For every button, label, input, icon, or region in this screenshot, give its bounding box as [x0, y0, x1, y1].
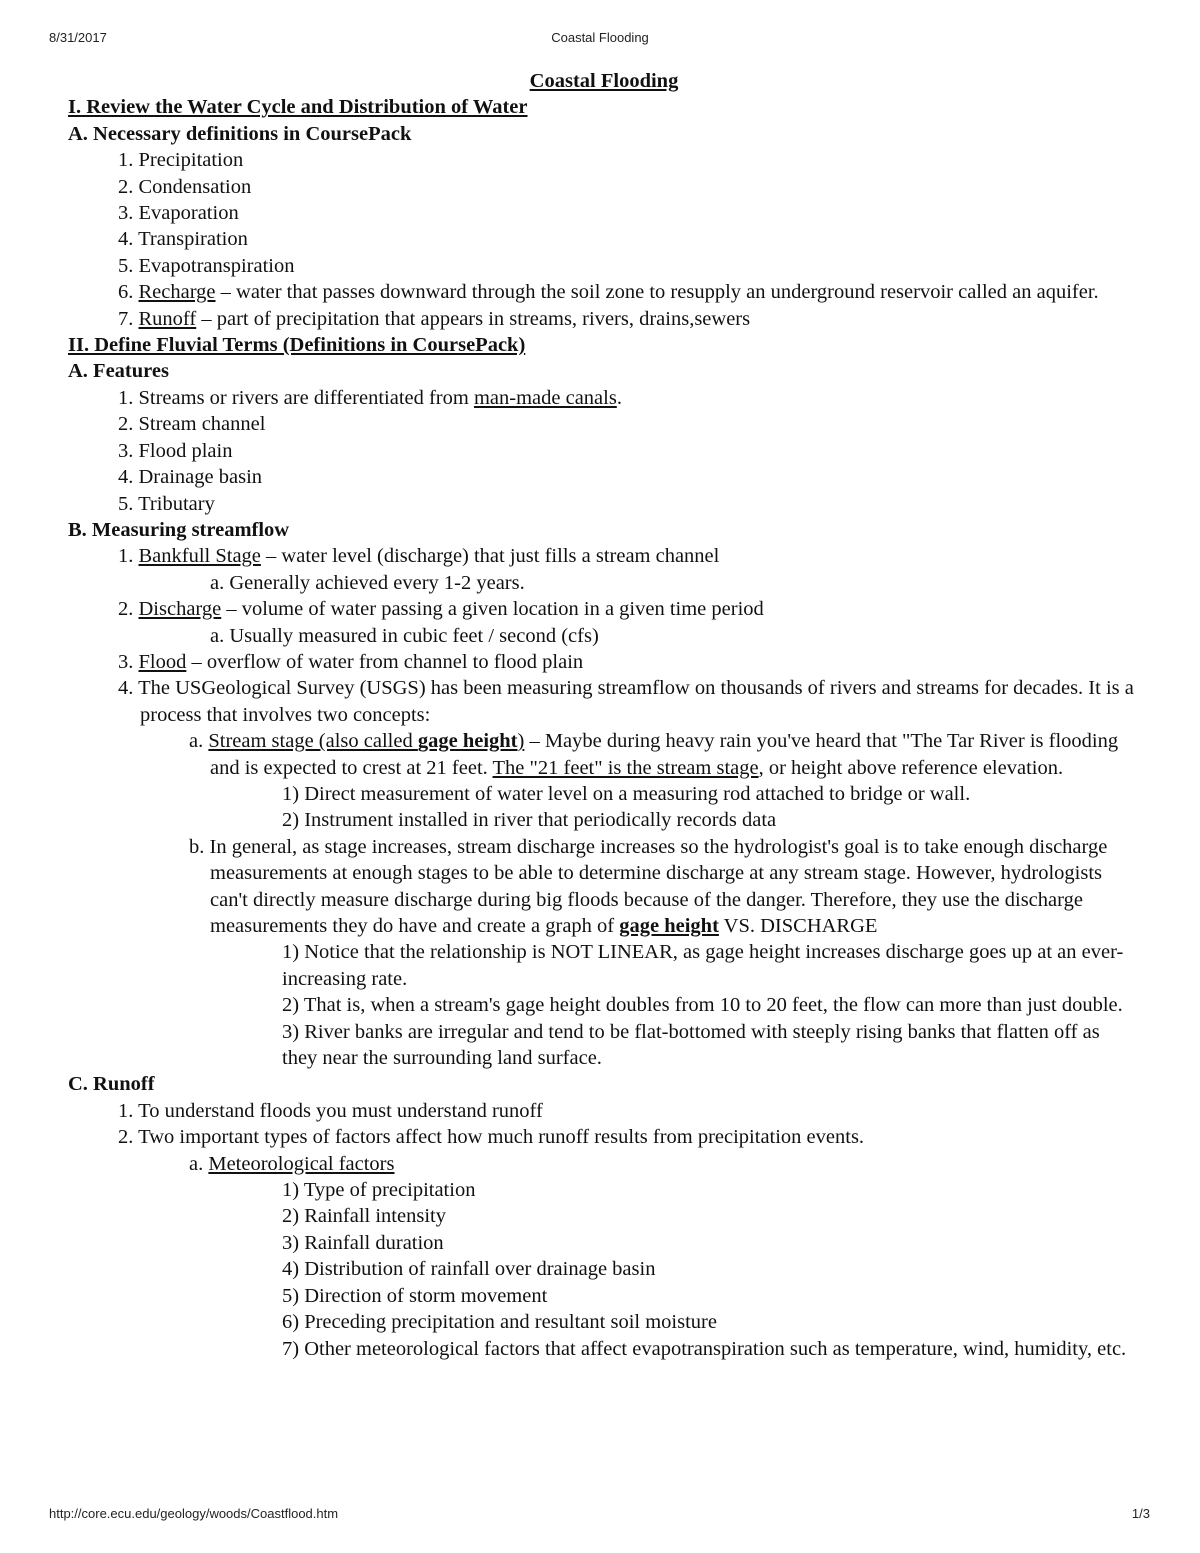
term-man-made-canals: man-made canals [473, 386, 617, 409]
term-meteorological-factors: Meteorological factors [208, 1152, 395, 1175]
item-letter: a. [189, 730, 209, 753]
term-stream-stage [208, 730, 524, 752]
document-title: Coastal Flooding [529, 70, 679, 92]
item-number: 7. [118, 307, 139, 330]
term-text: Stream stage (also called [208, 730, 418, 753]
subheading-1a: A. Necessary definitions in CoursePack [68, 122, 412, 145]
list-item [68, 385, 1140, 411]
list-item: 5. Tributary [118, 492, 215, 515]
list-subsubitem: 3) Rainfall duration [282, 1231, 444, 1254]
list-item: 4. Transpiration [118, 228, 248, 251]
list-subsubitem: 2) Instrument installed in river that periodically records data [282, 809, 777, 832]
item-number: 3. [118, 650, 139, 673]
list-item: 1. Precipitation [118, 149, 244, 172]
section-heading-1: I. Review the Water Cycle and Distribution of Water [68, 96, 528, 119]
item-number: 6. [118, 281, 139, 304]
print-footer [0, 1506, 1200, 1526]
list-subsubitem: 3) River banks are irregular and tend to be flat-bottomed with steeply rising banks that flatten off as they near the surrounding land surface. [282, 1020, 1100, 1070]
print-date: 8/31/2017 [49, 30, 107, 45]
definition: – part of precipitation that appears in streams, rivers, drains,sewers [196, 307, 751, 330]
term-flood: Flood [138, 650, 187, 673]
subheading-2c: C. Runoff [68, 1073, 155, 1096]
item-letter: a. [189, 1152, 209, 1175]
list-subitem-general [68, 834, 1140, 940]
list-item-recharge [68, 279, 1140, 305]
subitem-text: – Maybe during heavy rain you've heard that "The Tar River is flooding and is expected to crest at 21 feet. [210, 730, 1119, 779]
list-item-flood [68, 649, 1140, 675]
term-discharge: Discharge [138, 598, 222, 621]
list-item: 2. Two important types of factors affect how much runoff results from precipitation events. [118, 1126, 865, 1149]
list-item: 5. Evapotranspiration [118, 254, 295, 277]
list-item-runoff [68, 306, 1140, 332]
list-subsubitem: 7) Other meteorological factors that affect evapotranspiration such as temperature, wind, humidity, etc. [282, 1337, 1127, 1360]
term-bankfull-stage: Bankfull Stage [138, 545, 261, 568]
list-subitem: a. Generally achieved every 1-2 years. [210, 571, 525, 594]
list-item: 2. Stream channel [118, 413, 266, 436]
list-subsubitem: 1) Direct measurement of water level on a measuring rod attached to bridge or wall. [282, 782, 971, 805]
item-number: 2. [118, 598, 139, 621]
document-body [68, 68, 1140, 1362]
definition: – water that passes downward through the soil zone to resupply an underground reservoir called an aquifer. [215, 281, 1099, 304]
subitem-text: , or height above reference elevation. [758, 756, 1064, 779]
term-recharge: Recharge [138, 281, 216, 304]
list-subitem: a. Usually measured in cubic feet / second (cfs) [210, 624, 599, 647]
page-number: 1/3 [1131, 1506, 1150, 1521]
list-subsubitem: 1) Notice that the relationship is NOT LINEAR, as gage height increases discharge goes up at an ever-increasing rate. [282, 941, 1124, 990]
emphasis-21-feet: The "21 feet" is the stream stage [492, 756, 759, 779]
list-item: 3. Flood plain [118, 439, 233, 462]
source-url: http://core.ecu.edu/geology/woods/Coastflood.htm [49, 1506, 339, 1521]
subheading-2b: B. Measuring streamflow [68, 518, 290, 541]
term-text: ) [517, 730, 525, 753]
item-number: 1. [118, 545, 139, 568]
list-subsubitem: 2) That is, when a stream's gage height doubles from 10 to 20 feet, the flow can more than just double. [282, 994, 1123, 1017]
list-item-discharge [68, 596, 1140, 622]
subitem-text: b. In general, as stage increases, stream discharge increases so the hydrologist's goal is to take enough discharge measurements at enough stages to be able to determine discharge at any stream stage. However, hydrologists can't directly measure discharge during big floods because of the danger. Therefore, they use the discharge measurements they do have and create a graph of [189, 835, 1108, 937]
item-text: 1. Streams or rivers are differentiated from [118, 386, 474, 409]
list-item-bankfull [68, 543, 1140, 569]
list-subsubitem: 5) Direction of storm movement [282, 1284, 548, 1307]
list-item: 3. Evaporation [118, 202, 239, 225]
list-subsubitem: 2) Rainfall intensity [282, 1205, 446, 1228]
list-subitem-stream-stage [68, 728, 1140, 781]
subheading-2a: A. Features [68, 360, 169, 383]
subitem-text: VS. DISCHARGE [718, 915, 878, 937]
section-heading-2: II. Define Fluvial Terms (Definitions in CoursePack) [68, 334, 526, 357]
list-item: 4. Drainage basin [118, 466, 263, 489]
list-item: 1. To understand floods you must understand runoff [118, 1099, 543, 1122]
item-text: . [616, 386, 622, 409]
list-subsubitem: 4) Distribution of rainfall over drainage basin [282, 1258, 656, 1281]
print-header [0, 30, 1200, 50]
definition: – overflow of water from channel to flood plain [186, 650, 584, 673]
list-subsubitem: 1) Type of precipitation [282, 1179, 476, 1202]
list-item: 4. The USGeological Survey (USGS) has been measuring streamflow on thousands of rivers and streams for decades. It is a process that involves two concepts: [118, 677, 1134, 726]
list-subsubitem: 6) Preceding precipitation and resultant soil moisture [282, 1311, 717, 1334]
definition: – water level (discharge) that just fills a stream channel [260, 545, 720, 568]
term-gage-height: gage height [417, 730, 518, 753]
definition: – volume of water passing a given location in a given time period [221, 598, 764, 621]
print-title: Coastal Flooding [551, 30, 649, 45]
list-subitem-meteorological [68, 1151, 1140, 1177]
term-gage-height: gage height [619, 915, 719, 937]
list-item: 2. Condensation [118, 175, 252, 198]
term-runoff: Runoff [138, 307, 197, 330]
